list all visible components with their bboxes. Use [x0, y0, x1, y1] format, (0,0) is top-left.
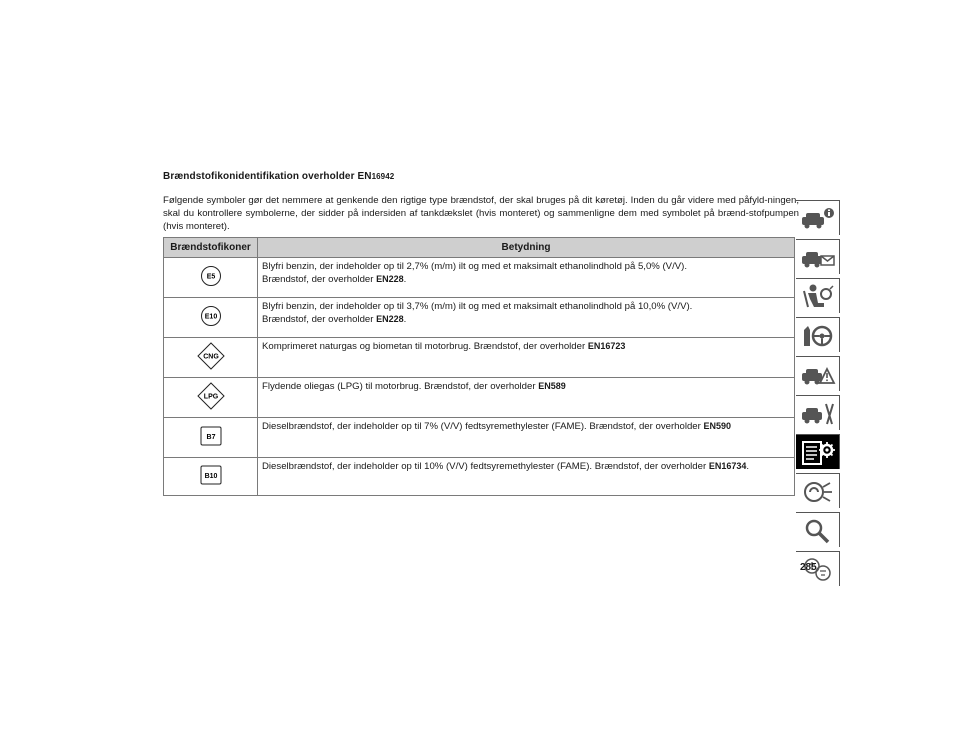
meaning-text: Blyfri benzin, der indeholder op til 3,7% (m/m) ilt og med et maksimalt ethanolindhold på 10,0% (V/V). [262, 301, 693, 312]
standard-code: EN16734 [708, 461, 747, 471]
meaning-cell [258, 418, 795, 458]
standard-code: EN590 [703, 421, 732, 431]
chapter-tab-car-mail[interactable] [796, 239, 840, 274]
meaning-suffix: . [746, 461, 750, 472]
meaning-cell [258, 378, 795, 418]
symbol-cell [164, 258, 258, 298]
fuel-cng-icon [197, 342, 225, 370]
warning-triangle-car-icon [800, 361, 836, 389]
fuel-icon-table [163, 237, 795, 496]
technical-specs-icon [800, 439, 836, 467]
standard-code: EN16723 [587, 341, 626, 351]
fuel-b7-icon [200, 426, 222, 446]
chapter-tab-multimedia[interactable] [796, 473, 840, 508]
table-row [164, 378, 795, 418]
meaning-text: Dieselbrændstof, der indeholder op til 7% (V/V) fedtsyremethylester (FAME). Brændstof, der overholder [262, 421, 704, 432]
table-row [164, 258, 795, 298]
page-number: 285 [800, 562, 817, 573]
meaning-text: Brændstof, der overholder [262, 274, 377, 285]
table-row [164, 338, 795, 378]
intro-paragraph: Følgende symboler gør det nemmere at genkende den rigtige type brændstof, der skal bruges på dit køretøj. Inden du går videre med påfyld-ningen, skal du kontrollere symbolerne, der sidder på indersiden af tankdækslet (hvis monteret) og sammenligne dem med symbolet på brænd-stofpumpen (hvis monteret). [163, 195, 799, 232]
meaning-cell [258, 458, 795, 496]
car-info-icon [800, 205, 836, 233]
fuel-symbol-label: B7 [206, 433, 215, 441]
symbol-cell [164, 458, 258, 496]
meaning-text: Brændstof, der overholder [262, 314, 377, 325]
fuel-symbol-label: CNG [202, 353, 219, 360]
symbol-cell [164, 378, 258, 418]
chapter-tab-technical-specs[interactable] [796, 434, 840, 469]
standard-code: EN589 [538, 381, 566, 391]
column-header-icons: Brændstofikoner [164, 238, 258, 258]
meaning-suffix: . [403, 274, 407, 285]
search-index-icon [800, 517, 836, 545]
multimedia-icon [800, 478, 836, 506]
fuel-b10-icon [200, 465, 222, 485]
fuel-symbol-label: E10 [204, 313, 217, 320]
meaning-cell [258, 298, 795, 338]
meaning-cell [258, 258, 795, 298]
chapter-tab-steering-wheel[interactable] [796, 317, 840, 352]
meaning-suffix: . [403, 314, 407, 325]
steering-wheel-icon [800, 322, 836, 350]
meaning-text: Komprimeret naturgas og biometan til motorbrug. Brændstof, der overholder [262, 341, 588, 352]
fuel-symbol-label: E5 [206, 273, 215, 280]
standard-code: EN228 [376, 274, 404, 284]
table-row [164, 458, 795, 496]
section-heading-text: Brændstofikonidentifikation overholder EN [163, 171, 372, 182]
fuel-symbol-label: LPG [203, 393, 218, 400]
chapter-tab-car-wrench[interactable] [796, 395, 840, 430]
fuel-e5-icon [200, 265, 222, 287]
fuel-lpg-icon [197, 382, 225, 410]
standard-code: EN228 [376, 314, 404, 324]
car-wrench-icon [800, 400, 836, 428]
fuel-symbol-label: B10 [204, 472, 217, 480]
section-heading [163, 171, 394, 182]
symbol-cell [164, 418, 258, 458]
meaning-text: Flydende oliegas (LPG) til motorbrug. Brændstof, der overholder [262, 381, 539, 392]
chapter-tabs [796, 200, 841, 590]
symbol-cell [164, 338, 258, 378]
symbol-cell [164, 298, 258, 338]
chapter-tab-warning-car[interactable] [796, 356, 840, 391]
meaning-text: Blyfri benzin, der indeholder op til 2,7% (m/m) ilt og med et maksimalt ethanolindhold på 5,0% (V/V). [262, 261, 687, 272]
fuel-e10-icon [200, 305, 222, 327]
meaning-cell [258, 338, 795, 378]
table-row [164, 298, 795, 338]
car-mail-icon [800, 244, 836, 272]
chapter-tab-car-info[interactable] [796, 200, 840, 235]
meaning-text: Dieselbrændstof, der indeholder op til 10% (V/V) fedtsyremethylester (FAME). Brændstof, der overholder [262, 461, 709, 472]
column-header-meaning: Betydning [258, 238, 795, 258]
table-row [164, 418, 795, 458]
airbag-seat-icon [800, 283, 836, 311]
chapter-tab-search[interactable] [796, 512, 840, 547]
chapter-tab-airbag-seat[interactable] [796, 278, 840, 313]
section-heading-code: 16942 [371, 172, 395, 181]
